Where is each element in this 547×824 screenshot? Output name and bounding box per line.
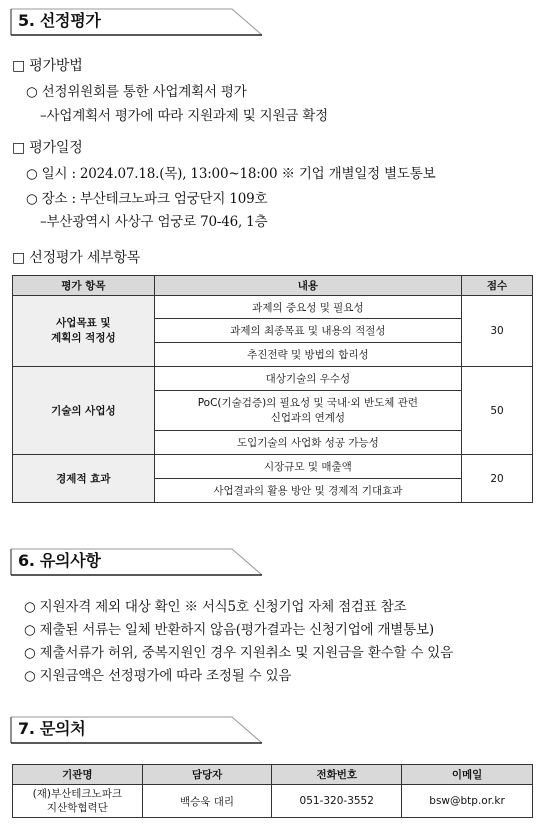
score-cell: 50 — [462, 367, 533, 455]
score-cell: 30 — [462, 296, 533, 367]
content-cell: 사업결과의 활용 방안 및 경제적 기대효과 — [154, 479, 461, 503]
category-cell: 사업목표 및 계획의 적정성 — [13, 296, 155, 367]
category-cell: 기술의 사업성 — [13, 367, 155, 455]
schedule-date: ○ 일시 : 2024.07.18.(목), 13:00~18:00 ※ 기업 개별일정 별도통보 — [26, 166, 436, 182]
content-cell: 대상기술의 우수성 — [154, 367, 461, 391]
table-row — [13, 367, 533, 391]
org-cell: (재)부산테크노파크 지산학협력단 — [13, 785, 143, 818]
header-score: 점수 — [462, 276, 533, 296]
content-cell: PoC(기술검증)의 필요성 및 국내·외 반도체 관련 신업과의 연계성 — [154, 391, 461, 431]
content-cell: 시장규모 및 매출액 — [154, 455, 461, 479]
criteria-table — [12, 275, 533, 503]
criteria-heading: □ 선정평가 세부항목 — [12, 250, 141, 266]
content-cell: 도입기술의 사업화 성공 가능성 — [154, 431, 461, 455]
contact-header-row — [13, 765, 533, 785]
section-5-title: 5. 선정평가 — [18, 11, 101, 30]
schedule-place: ○ 장소 : 부산테크노파크 엄궁단지 109호 — [26, 191, 268, 207]
notice-item: ○ 제출된 서류는 일체 반환하지 않음(평가결과는 신청기업에 개별통보) — [24, 622, 434, 638]
person-cell: 백승욱 대리 — [142, 785, 272, 818]
header-phone: 전화번호 — [272, 765, 402, 785]
section-7-title: 7. 문의처 — [18, 719, 86, 738]
schedule-heading: □ 평가일정 — [12, 140, 83, 156]
notice-item: ○ 제출서류가 허위, 중복지원인 경우 지원취소 및 지원금을 환수할 수 있음 — [24, 645, 453, 661]
method-heading: □ 평가방법 — [12, 58, 83, 74]
header-content: 내용 — [154, 276, 461, 296]
method-sub: –사업계획서 평가에 따라 지원과제 및 지원금 확정 — [40, 108, 328, 124]
contact-table — [12, 764, 533, 818]
notice-item: ○ 지원금액은 선정평가에 따라 조정될 수 있음 — [24, 668, 292, 684]
email-cell[interactable]: bsw@btp.or.kr — [402, 785, 533, 818]
method-item: ○ 선정위원회를 통한 사업계획서 평가 — [26, 84, 247, 100]
header-person: 담당자 — [142, 765, 272, 785]
section-6-title: 6. 유의사항 — [18, 551, 101, 570]
header-email: 이메일 — [402, 765, 533, 785]
table-row — [13, 296, 533, 319]
category-cell: 경제적 효과 — [13, 455, 155, 503]
header-org: 기관명 — [13, 765, 143, 785]
table-row — [13, 785, 533, 818]
content-cell: 과제의 중요성 및 필요성 — [154, 296, 461, 319]
content-cell: 과제의 최종목표 및 내용의 적절성 — [154, 319, 461, 343]
notice-item: ○ 지원자격 제외 대상 확인 ※ 서식5호 신청기업 자체 점검표 참조 — [24, 599, 407, 615]
schedule-address: –부산광역시 사상구 엄궁로 70-46, 1층 — [40, 214, 268, 230]
criteria-header-row — [13, 276, 533, 296]
header-category: 평가 항목 — [13, 276, 155, 296]
score-cell: 20 — [462, 455, 533, 503]
phone-cell[interactable]: 051-320-3552 — [272, 785, 402, 818]
table-row — [13, 455, 533, 479]
content-cell: 추진전략 및 방법의 합리성 — [154, 343, 461, 367]
